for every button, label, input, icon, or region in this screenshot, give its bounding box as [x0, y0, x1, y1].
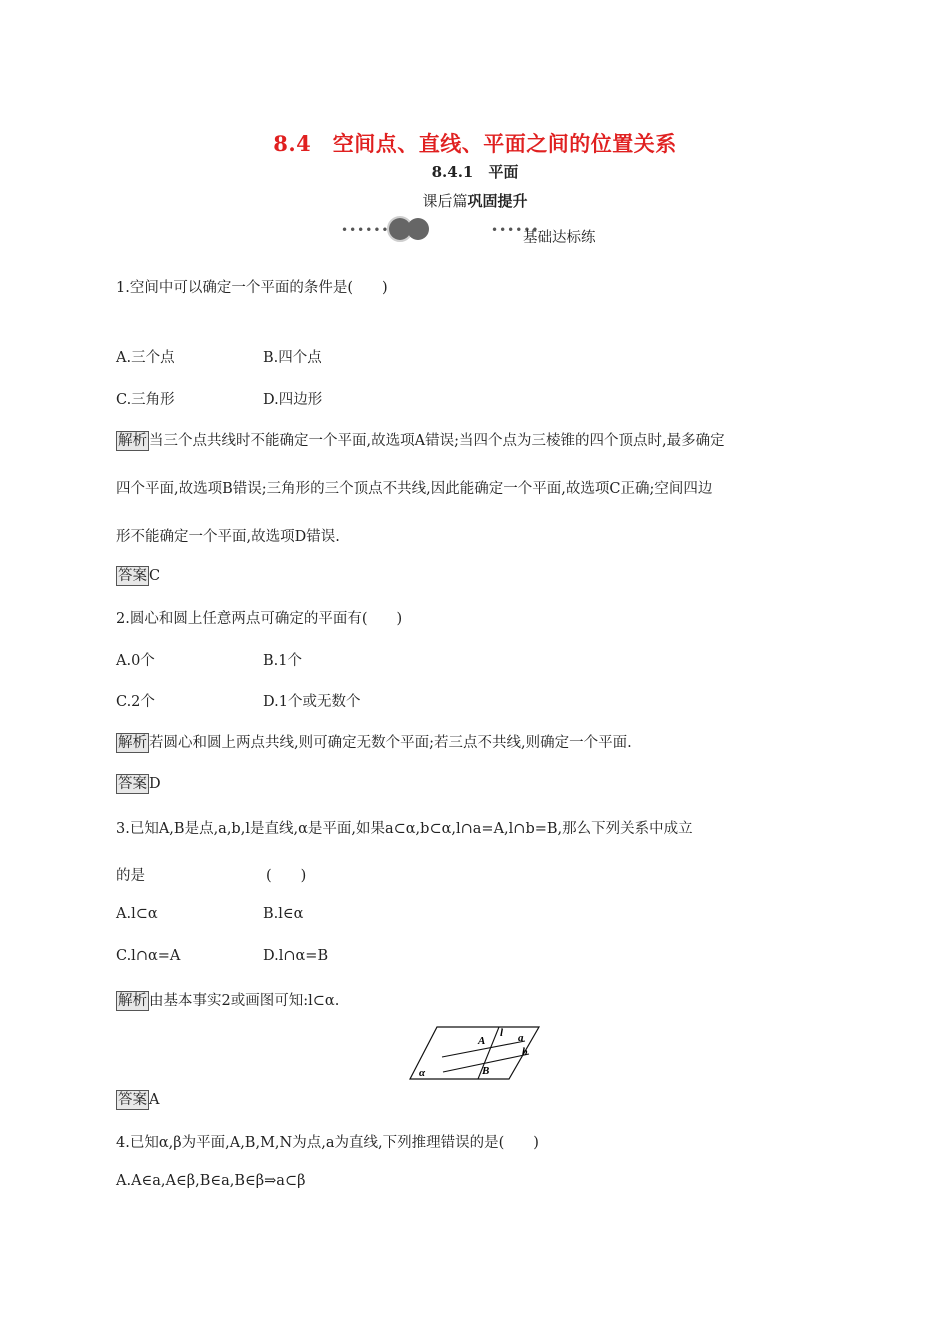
q3-option-c: C.l∩α=A	[116, 948, 181, 964]
page-title: 8.4 空间点、直线、平面之间的位置关系	[273, 131, 677, 156]
q1-option-c: C.三角形	[116, 392, 175, 408]
analysis-tag: 解析	[118, 993, 147, 1009]
banner-dots-left: ••••••	[341, 223, 390, 237]
analysis-tag: 解析	[118, 735, 147, 751]
q3-answer	[116, 1089, 159, 1110]
question-2-stem: 2.圆心和圆上任意两点可确定的平面有( )	[116, 611, 403, 627]
q1-option-a: A.三个点	[116, 350, 175, 366]
q3-analysis	[116, 989, 339, 1011]
question-3-paren: ( )	[266, 868, 307, 884]
label-b: b	[522, 1046, 528, 1058]
q1-answer-value: C	[149, 568, 161, 584]
section-bold: 巩固提升	[467, 192, 528, 210]
q1-answer	[116, 565, 160, 586]
answer-tag: 答案	[118, 1092, 147, 1108]
q1-analysis-line-1: 当三个点共线时不能确定一个平面,故选项A错误;当四个点为三棱锥的四个顶点时,最多确定	[149, 433, 725, 449]
q1-analysis-line-3: 形不能确定一个平面,故选项D错误.	[116, 529, 340, 545]
level-label: 基础达标练	[523, 230, 596, 246]
q3-option-d: D.l∩α=B	[263, 948, 329, 964]
label-B: B	[482, 1065, 490, 1077]
q1-option-b: B.四个点	[263, 350, 322, 366]
section-heading	[0, 190, 950, 211]
q3-answer-value: A	[149, 1092, 160, 1108]
label-a: a	[518, 1032, 524, 1044]
q2-option-c: C.2个	[116, 694, 155, 710]
question-3-stem-line-2: 的是	[116, 868, 145, 884]
label-A: A	[478, 1035, 486, 1047]
banner-dots-right: ••••••	[491, 223, 540, 237]
double-circle-icon	[383, 212, 435, 244]
plane-lines-figure	[405, 1022, 545, 1084]
section-prefix: 课后篇	[422, 192, 468, 210]
q3-option-b: B.l∈α	[263, 906, 304, 922]
question-4-stem: 4.已知α,β为平面,A,B,M,N为点,a为直线,下列推理错误的是( )	[116, 1135, 539, 1151]
q1-analysis	[116, 429, 725, 451]
label-alpha: α	[419, 1067, 426, 1079]
q2-analysis	[116, 731, 632, 753]
q2-answer-value: D	[149, 776, 161, 792]
q4-option-a: A.A∈a,A∈β,B∈a,B∈β⇒a⊂β	[116, 1173, 306, 1189]
q2-option-a: A.0个	[116, 653, 155, 669]
q2-option-b: B.1个	[263, 653, 302, 669]
answer-tag: 答案	[118, 776, 147, 792]
analysis-tag: 解析	[118, 433, 147, 449]
q1-option-d: D.四边形	[263, 392, 323, 408]
q1-analysis-line-2: 四个平面,故选项B错误;三角形的三个顶点不共线,因此能确定一个平面,故选项C正确;空间四边	[116, 481, 713, 497]
page-subtitle: 8.4.1 平面	[431, 163, 519, 181]
q3-analysis-line-1: 由基本事实2或画图可知:l⊂α.	[149, 993, 340, 1009]
q2-answer	[116, 773, 161, 794]
question-1-stem: 1.空间中可以确定一个平面的条件是( )	[116, 280, 388, 296]
q3-option-a: A.l⊂α	[116, 906, 158, 922]
answer-tag: 答案	[118, 568, 147, 584]
label-l: l	[500, 1027, 504, 1039]
q2-option-d: D.1个或无数个	[263, 694, 361, 710]
q2-analysis-line-1: 若圆心和圆上两点共线,则可确定无数个平面;若三点不共线,则确定一个平面.	[149, 735, 632, 751]
question-3-stem-line-1: 3.已知A,B是点,a,b,l是直线,α是平面,如果a⊂α,b⊂α,l∩a=A,l∩b=B,那么下列关系中成立	[116, 821, 693, 837]
